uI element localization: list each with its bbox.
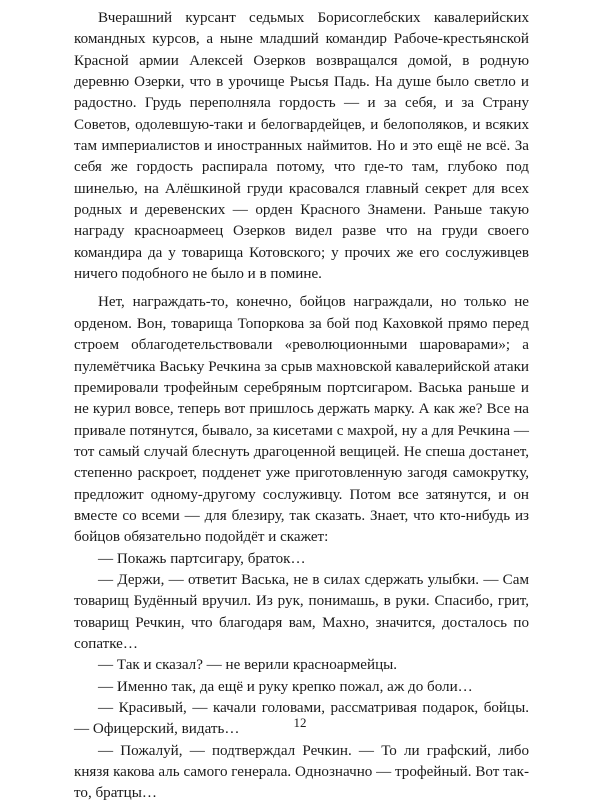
dialogue-line-5: — Красивый, — качали головами, рассматривая подарок, бойцы. — Офицерский, видать… xyxy=(74,700,529,738)
dialogue-line-3: — Так и сказал? — не верили красноармейцы. xyxy=(98,657,398,674)
dialogue-line-6: — Пожалуй, — подтверждал Речкин. — То ли графский, либо князя какова аль самого генерала. Однозначно — трофейный. Вот так-то, братцы… xyxy=(74,742,529,802)
page-body xyxy=(74,8,529,805)
dialogue-line-1: — Покажь партсигару, браток… xyxy=(98,550,306,567)
dialogue-line-2: — Держи, — ответит Васька, не в силах сдержать улыбки. — Сам товарищ Будённый вручил. Из рук, понимашь, в руки. Спасибо, грит, товарищ Речкин, что благодаря вам, Махно, значится, досталось по сопатке… xyxy=(74,571,529,652)
page-number: 12 xyxy=(293,715,307,730)
paragraph-1: Вчерашний курсант седьмых Борисоглебских кавалерийских командных курсов, а ныне младший командир Рабоче-крестьянской Красной армии Алексей Озерков возвращался домой, в родную деревню Озерки, что в урочище Рысья Падь. На душе было светло и радостно. Грудь переполняла гордость — и за себя, и за Страну Советов, одолевшую-таки и белогвардейцев, и белополяков, и всяких там империалистов и иностранных наймитов. Но и это ещё не всё. За себя же гордость распирала потому, что где-то там, глубоко под шинелью, на Алёшкиной груди красовался главный секрет для всех родных и деревенских — орден Красного Знамени. Раньше такую награду красноармеец Озерков видел разве что на груди своего командира да у товарища Котовского; у прочих же его сослуживцев ничего подобного не было и в помине. xyxy=(74,10,529,283)
dialogue-line-4: — Именно так, да ещё и руку крепко пожал, аж до боли… xyxy=(98,678,473,695)
paragraph-2: Нет, награждать-то, конечно, бойцов награждали, но только не орденом. Вон, товарища Топоркова за бой под Каховкой прямо перед строем облагодетельствовали «революционными шароварами»; а пулемётчика Ваську Речкина за срыв махновской кавалерийской атаки премировали трофейным серебряным портсигаром. Васька раньше и не курил вовсе, теперь вот пришлось держать марку. А как же? Все на привале потянутся, бывало, за кисетами с махрой, ну а для Речкина — тот самый случай блеснуть драгоценной вещицей. Не спеша достанет, степенно раскроет, подденет уже приготовленную загодя самокрутку, предложит одному-другому сослуживцу. Потом все затянутся, и он вместе со всеми — для блезиру, так сказать. Знает, что кто-нибудь из бойцов обязательно подойдёт и скажет: xyxy=(74,294,529,546)
